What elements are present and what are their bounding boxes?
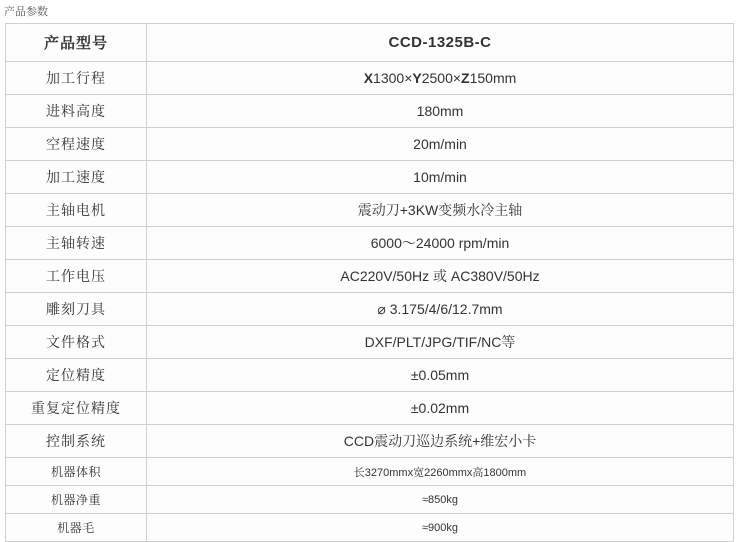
table-row <box>6 95 734 128</box>
spec-value: 6000～24000 rpm/min <box>147 227 734 260</box>
spec-value: 震动刀+3KW变频水冷主轴 <box>147 194 734 227</box>
spec-value: ⌀ 3.175/4/6/12.7mm <box>147 293 734 326</box>
spec-value: ≈850kg <box>147 486 734 514</box>
table-row <box>6 425 734 458</box>
spec-value: AC220V/50Hz 或 AC380V/50Hz <box>147 260 734 293</box>
table-row <box>6 359 734 392</box>
spec-label: 控制系统 <box>6 425 147 458</box>
spec-label-model: 产品型号 <box>6 24 147 62</box>
spec-value: CCD震动刀巡边系统+维宏小卡 <box>147 425 734 458</box>
spec-label: 主轴转速 <box>6 227 147 260</box>
product-spec-table <box>5 23 734 542</box>
table-row <box>6 128 734 161</box>
spec-label: 雕刻刀具 <box>6 293 147 326</box>
spec-label: 加工速度 <box>6 161 147 194</box>
spec-label: 主轴电机 <box>6 194 147 227</box>
spec-value: 长3270mmx宽2260mmx高1800mm <box>147 458 734 486</box>
spec-label: 进料高度 <box>6 95 147 128</box>
spec-label: 重复定位精度 <box>6 392 147 425</box>
spec-value: 180mm <box>147 95 734 128</box>
table-row <box>6 326 734 359</box>
table-row <box>6 161 734 194</box>
spec-value: ≈900kg <box>147 514 734 542</box>
table-row <box>6 194 734 227</box>
spec-label: 机器净重 <box>6 486 147 514</box>
table-row <box>6 486 734 514</box>
spec-label: 工作电压 <box>6 260 147 293</box>
spec-value-travel: X1300×Y2500×Z150mm <box>147 62 734 95</box>
table-row <box>6 62 734 95</box>
table-row <box>6 260 734 293</box>
table-row <box>6 227 734 260</box>
table-row <box>6 458 734 486</box>
spec-label: 空程速度 <box>6 128 147 161</box>
spec-value: 10m/min <box>147 161 734 194</box>
spec-label: 机器体积 <box>6 458 147 486</box>
spec-value: DXF/PLT/JPG/TIF/NC等 <box>147 326 734 359</box>
spec-value: ±0.05mm <box>147 359 734 392</box>
spec-label: 定位精度 <box>6 359 147 392</box>
table-row <box>6 293 734 326</box>
table-row <box>6 514 734 542</box>
spec-label: 机器毛 <box>6 514 147 542</box>
page-title: 产品参数 <box>4 6 48 18</box>
spec-label: 文件格式 <box>6 326 147 359</box>
spec-label: 加工行程 <box>6 62 147 95</box>
table-header-row <box>6 24 734 62</box>
spec-value-model: CCD-1325B-C <box>147 24 734 62</box>
spec-value: ±0.02mm <box>147 392 734 425</box>
table-row <box>6 392 734 425</box>
spec-value: 20m/min <box>147 128 734 161</box>
